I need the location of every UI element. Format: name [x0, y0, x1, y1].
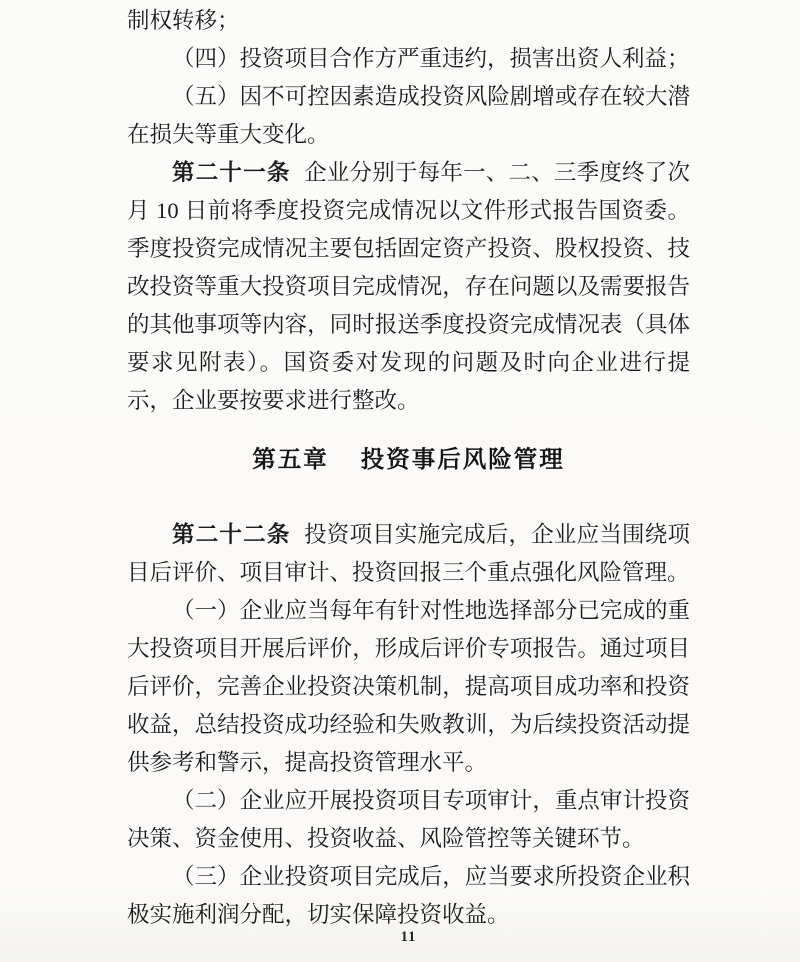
chapter-spacer [127, 478, 690, 516]
chapter-heading [127, 440, 690, 478]
clause-item-4 [127, 40, 690, 78]
clause-item-3-text: （三）企业投资项目完成后，应当要求所投资企业积极实施利润分配，切实保障投资收益。 [127, 864, 690, 927]
article-22-term: 第二十二条 [172, 522, 291, 547]
document-body [127, 2, 690, 934]
clause-item-5-text: （五）因不可控因素造成投资风险剧增或存在较大潜在损失等重大变化。 [127, 84, 690, 147]
chapter-label: 第五章 [252, 446, 329, 472]
clause-item-4-text: （四）投资项目合作方严重违约，损害出资人利益； [172, 46, 690, 71]
page-footer [127, 928, 690, 946]
clause-item-1 [127, 592, 690, 782]
article-21-term: 第二十一条 [172, 160, 291, 185]
paragraph-continuation [127, 2, 690, 40]
page-number: 11 [400, 929, 417, 945]
continuation-text: 制权转移； [127, 8, 240, 33]
clause-item-3 [127, 858, 690, 934]
clause-item-2 [127, 782, 690, 858]
chapter-title: 投资事后风险管理 [360, 446, 565, 472]
article-21-paragraph [127, 154, 690, 420]
clause-item-1-text: （一）企业应当每年有针对性地选择部分已完成的重大投资项目开展后评价，形成后评价专项报告。通过项目后评价，完善企业投资决策机制，提高项目成功率和投资收益，总结投资成功经验和失败教训，为后续投资活动提供参考和警示，提高投资管理水平。 [127, 598, 690, 775]
article-21-body: 企业分别于每年一、二、三季度终了次月 10 日前将季度投资完成情况以文件形式报告国资委。季度投资完成情况主要包括固定资产投资、股权投资、技改投资等重大投资项目完成情况，存在问题以及需要报告的其他事项等内容，同时报送季度投资完成情况表（具体要求见附表）。国资委对发现的问题及时向企业进行提示，企业要按要求进行整改。 [127, 160, 690, 413]
clause-item-2-text: （二）企业应开展投资项目专项审计，重点审计投资决策、资金使用、投资收益、风险管控等关键环节。 [127, 788, 690, 851]
article-22-body: 投资项目实施完成后，企业应当围绕项目后评价、项目审计、投资回报三个重点强化风险管理。 [127, 522, 690, 585]
clause-item-5 [127, 78, 690, 154]
article-22-paragraph [127, 516, 690, 592]
